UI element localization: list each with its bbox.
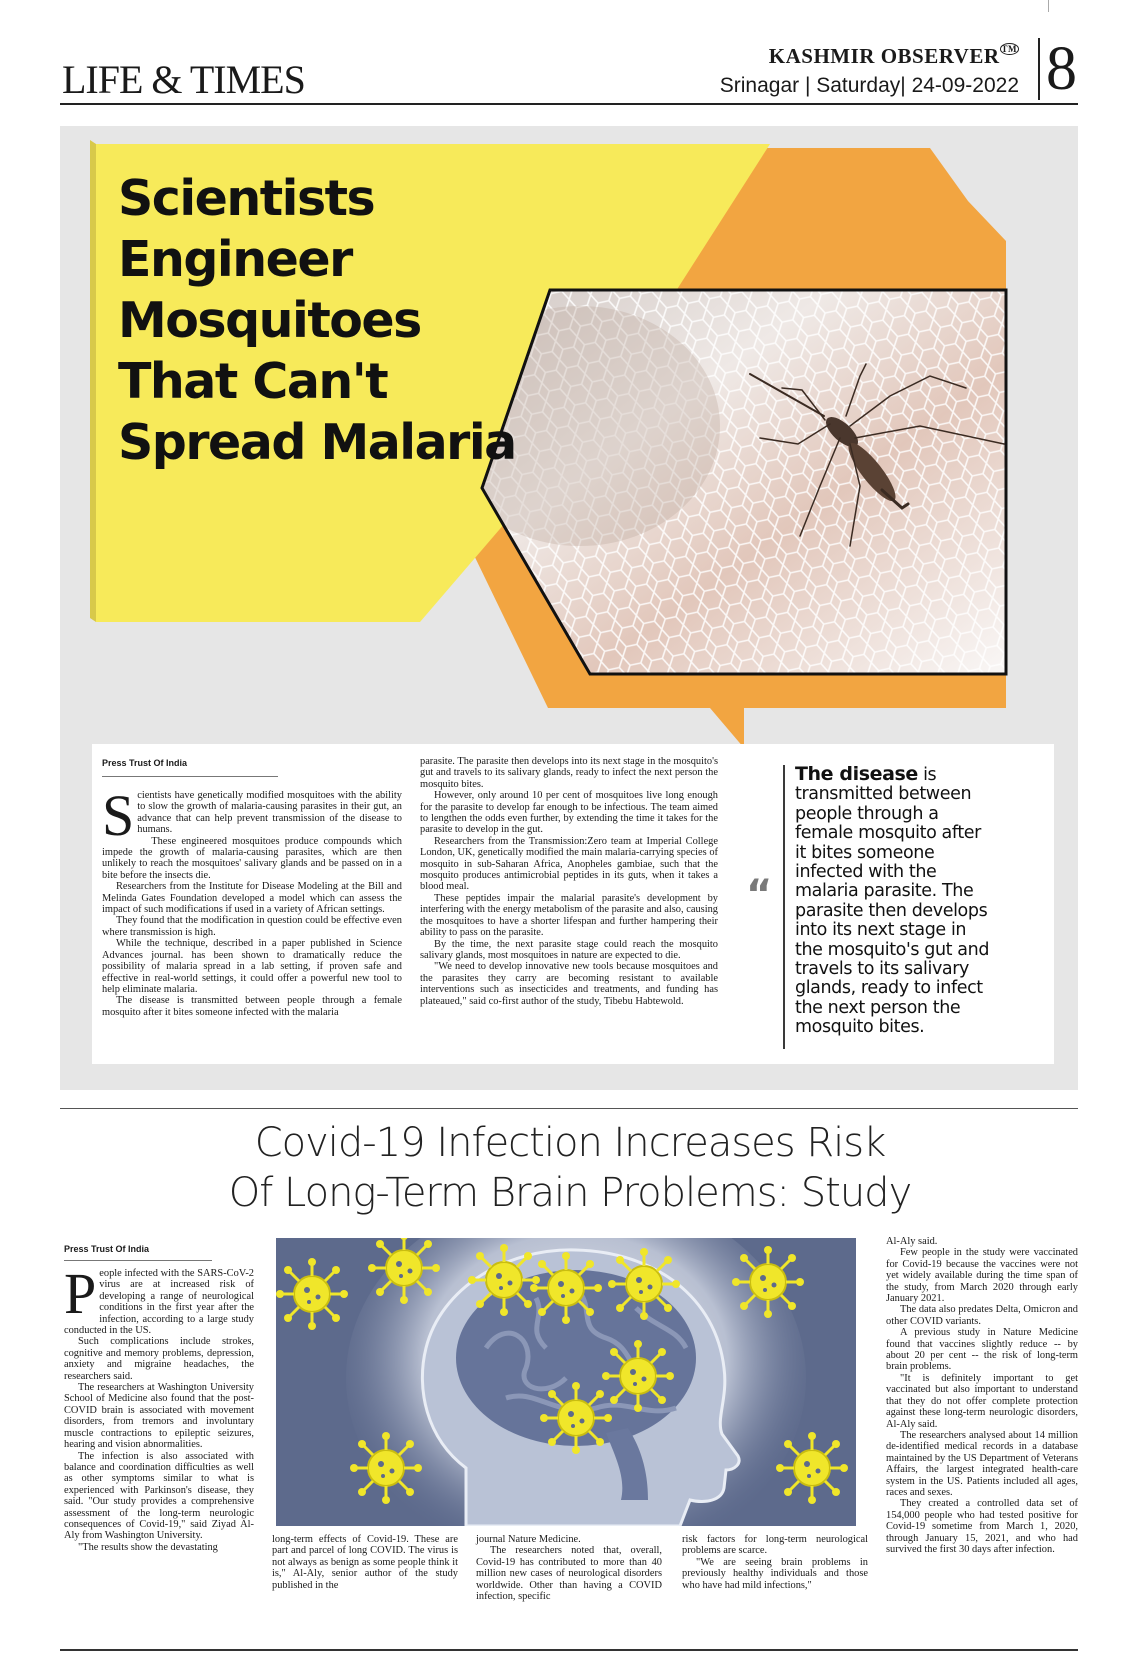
paragraph [420,961,718,1007]
pull-quote-rule [783,765,785,1049]
paragraph-text: The infection is also associated with balance and coordination difficulties as well as other symptoms similar to what is experienced with Parkinson's disease, they said. "Our study provides a comprehensive assessment of the long-term neurologic consequences of Covid-19," said Ziyad Al-Aly from Washington University. [64,1450,254,1542]
paragraph-text: "It is definitely important to get vaccinated but also important to understand that they do not offer complete protection against these long-term neurologic disorders, Al-Aly said. [886,1372,1078,1430]
publication-name [769,44,1019,69]
virus-icon [608,1248,680,1320]
page-number: 8 [1038,38,1077,100]
headline-malaria: Scientists Engineer Mosquitoes That Can't Spread Malaria [118,170,516,471]
paragraph [420,790,718,836]
paragraph-text: By the time, the next parasite stage could reach the mosquito salivary glands, most mosquitoes in nature are expected to die. [420,938,718,961]
virus-icon [350,1432,422,1504]
paragraph [886,1304,1078,1327]
paragraph-text: While the technique, described in a paper published in Science Advances journal. has been shown to dramatically reduce the possibility of malaria spread in a lab setting, if proven safe and effective in real-world settings, it could offer a powerful new tool to help eliminate malaria. [102,938,402,995]
paragraph-text: The researchers noted that, overall, Covid-19 has contributed to more than 40 million new cases of neurological disorders worldwide. Other than having a COVID infection, specific [476,1545,662,1603]
paragraph-text: "We need to develop innovative new tools because mosquitoes and the parasites they carry are becoming resistant to available interventions such as insecticides and treatments, and funding has plateaued," said co-first author of the study, Tibebu Habtewold. [420,961,718,1007]
drop-cap: P [64,1261,97,1326]
paragraph-text: risk factors for long-term neurological problems are scarce. [682,1534,868,1557]
paragraph-text: "We are seeing brain problems in previously healthy individuals and those who have had mild infections," [682,1556,868,1591]
pull-quote [795,765,995,1038]
paragraph [102,836,402,882]
paragraph [476,1534,662,1545]
headline-covid [140,1118,1000,1218]
byline: Press Trust Of India [64,1244,150,1254]
paragraph-text: journal Nature Medicine. [476,1534,581,1545]
virus-icon [468,1244,540,1316]
paragraph-text: The disease is transmitted between people through a female mosquito after it bites someone infected with the malaria [102,995,402,1018]
virus-icon [776,1432,848,1504]
paragraph [886,1373,1078,1430]
article-column-2 [420,756,718,1007]
paragraph [64,1261,254,1337]
paragraph [420,836,718,893]
paragraph [420,893,718,939]
paragraph [886,1498,1078,1555]
brain-virus-illustration [276,1238,856,1526]
paragraph-text: The researchers at Washington University School of Medicine also found that the post-COVID brain is associated with movement disorders, from tremors and involuntary muscle contractions to epileptic seizures, hearing and vision abnormalities. [64,1382,254,1451]
trademark-badge: TM [1001,44,1017,54]
paragraph-text: "The results show the devastating [78,1541,218,1553]
paragraph [102,783,402,848]
paragraph [886,1247,1078,1304]
paragraph-text: Researchers from the Transmission:Zero team at Imperial College London, UK, genetically modified the main malaria-carrying species of mosquito in sub-Saharan Africa, Anopheles gambiae, such that the mosquito produces antimicrobial peptides in its guts, when it takes a blood meal. [420,835,718,893]
paragraph [682,1534,868,1557]
pull-quote-text: is transmitted between people through a female mosquito after it bites someone infected with the malaria parasite. The parasite then develops into its next stage in the mosquito's gut and travels to its salivary glands, ready to infect the next person the mosquito bites. [795,765,990,1038]
headline-covid-line-1: Covid-19 Infection Increases Risk [254,1120,886,1166]
paragraph [64,1336,254,1382]
article-column-3 [476,1534,662,1602]
paragraph [886,1236,1078,1247]
corner-mark [1048,0,1049,12]
paragraph [102,995,402,1018]
yellow-block-shadow [90,140,96,622]
paragraph-text: Researchers from the Institute for Disease Modeling at the Bill and Melinda Gates Foundation developed a model which can assess the impact of such modifications if used in a variety of African settings. [102,881,402,916]
pull-quote-lead: The disease [795,763,918,785]
article-column-4 [682,1534,868,1591]
byline: Press Trust Of India [102,758,188,768]
publication-label: KASHMIR OBSERVER [768,44,1000,68]
virus-icon [530,1252,602,1324]
header-rule [60,103,1078,105]
drop-cap: S [102,783,135,848]
paragraph-text: These engineered mosquitoes produce compounds which impede the growth of malaria-causing parasites, which are then unlikely to reach the mosquitoes' salivary glands and be passed on in a bite before the insects die. [102,835,402,881]
paragraph-text: A previous study in Nature Medicine found that vaccines slightly reduce -- by about 20 per cent -- the risk of long-term brain problems. [886,1327,1078,1373]
paragraph [886,1430,1078,1498]
article-column-2 [272,1534,458,1591]
article-column-1 [64,1261,254,1553]
paragraph-text: The data also predates Delta, Omicron and other COVID variants. [886,1304,1078,1327]
paragraph-text: parasite. The parasite then develops into its next stage in the mosquito's gut and travels to its salivary glands, ready to infect the next person the mosquito bites. [420,756,718,790]
paragraph [420,756,718,790]
paragraph-text: These peptides impair the malarial parasite's development by interfering with the energy metabolism of the parasite and also, causing the mosquitoes to have a shorter lifespan and further hampering their ability to pass on the parasite. [420,892,718,939]
section-title: LIFE & TIMES [62,57,305,102]
virus-icon [732,1246,804,1318]
footer-rule [60,1649,1078,1651]
paragraph [64,1542,254,1553]
paragraph [64,1451,254,1542]
article-column-1 [102,783,402,1018]
virus-icon [276,1258,348,1330]
paragraph [420,939,718,962]
paragraph-text: However, only around 10 per cent of mosquitoes live long enough for the parasite to develop far enough to be infectious. The team aimed to lengthen the odds even further, by extending the time it takes for the parasite to develop in the gut. [420,790,718,836]
quote-icon: “ [746,872,773,918]
paragraph-text: Few people in the study were vaccinated for Covid-19 because the vaccines were not yet widely available during the time span of the study, from March 2020 through early January 2021. [886,1247,1078,1305]
paragraph [272,1534,458,1591]
paragraph-text: long-term effects of Covid-19. These are part and parcel of long COVID. The virus is not always as benign as some people think it is," Al-Aly, senior author of the study published in the [272,1534,458,1591]
paragraph-text: Such complications include strokes, cognitive and memory problems, depression, anxiety and migraine headaches, the researchers said. [64,1336,254,1382]
paragraph-text: eople infected with the SARS-CoV-2 virus are at increased risk of developing a range of neurological conditions in the first year after the infection, according to a large study conducted in the US. [64,1268,254,1337]
virus-icon [540,1382,612,1454]
masthead [697,35,1077,104]
paragraph-text: The researchers analysed about 14 million de-identified medical records in a database maintained by the US Department of Veterans Affairs, the largest integrated health-care system in the US. Patients included all ages, races and sexes. [886,1429,1078,1498]
byline-rule [102,776,278,777]
paragraph-text: They created a controlled data set of 154,000 people who had tested positive for Covid-19 sometime from March 1, 2020, through January 15, 2021, and who had survived the first 30 days after infection. [886,1498,1078,1555]
paragraph [64,1382,254,1450]
dateline: Srinagar | Saturday| 24-09-2022 [719,74,1019,97]
paragraph-text: cientists have genetically modified mosquitoes with the ability to slow the growth of malaria-causing parasites in their gut, an advance that can help prevent transmission of the disease to humans. [137,790,402,836]
paragraph [682,1557,868,1591]
paragraph [102,881,402,915]
paragraph [476,1545,662,1602]
section-divider [60,1108,1078,1109]
paragraph [102,915,402,938]
virus-icon [602,1340,674,1412]
headline-covid-line-2: Of Long-Term Brain Problems: Study [228,1170,912,1216]
paragraph [886,1327,1078,1373]
paragraph [102,938,402,995]
paragraph-text: Al-Aly said. [886,1236,938,1247]
article-column-5 [886,1236,1078,1555]
paragraph-text: They found that the modification in question could be effective even where transmission is high. [102,915,402,938]
